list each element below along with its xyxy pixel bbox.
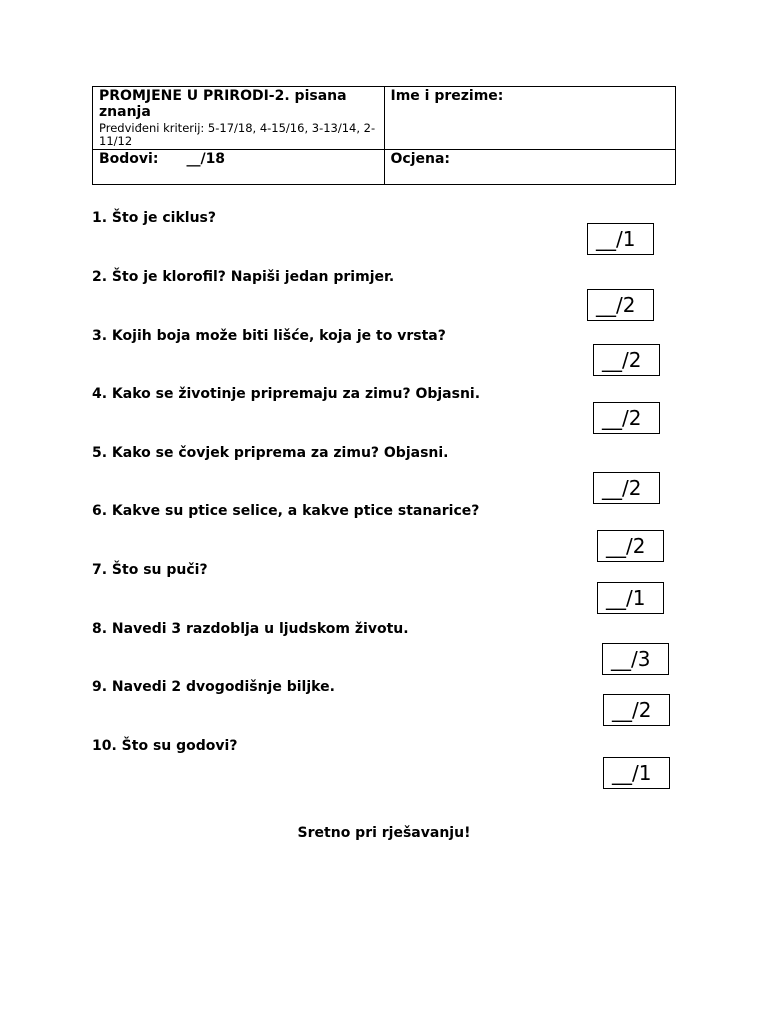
score-box-6: __/2 [597,530,664,562]
question-6: 6. Kakve su ptice selice, a kakve ptice stanarice? [92,503,480,519]
question-5: 5. Kako se čovjek priprema za zimu? Objasni. [92,445,449,461]
name-label: Ime i prezime: [390,88,504,104]
name-cell [384,87,676,150]
score-box-7: __/1 [597,582,664,614]
closing-message: Sretno pri rješavanju! [297,825,471,841]
score-box-10: __/1 [603,757,670,789]
question-10: 10. Što su godovi? [92,738,238,754]
grading-criteria: Predviđeni kriterij: 5-17/18, 4-15/16, 3-13/14, 2-11/12 [99,121,376,148]
score-box-8: __/3 [602,643,669,675]
question-4: 4. Kako se životinje pripremaju za zimu? Objasni. [92,386,481,402]
points-label: Bodovi: [99,151,159,167]
score-box-4: __/2 [593,402,660,434]
score-box-2: __/2 [587,289,654,321]
title-cell [93,87,385,150]
question-9: 9. Navedi 2 dvogodišnje biljke. [92,679,335,695]
question-7: 7. Što su puči? [92,562,208,578]
grade-cell [384,150,676,185]
points-total: __/18 [186,151,226,167]
points-cell [93,150,385,185]
score-box-1: __/1 [587,223,654,255]
question-8: 8. Navedi 3 razdoblja u ljudskom životu. [92,621,409,637]
question-3: 3. Kojih boja može biti lišće, koja je to vrsta? [92,328,446,344]
score-box-3: __/2 [593,344,660,376]
test-title: PROMJENE U PRIRODI-2. pisana znanja [99,88,347,120]
grade-label: Ocjena: [390,151,451,167]
question-1: 1. Što je ciklus? [92,210,216,226]
question-2: 2. Što je klorofil? Napiši jedan primjer. [92,269,395,285]
score-box-5: __/2 [593,472,660,504]
header-table [92,86,676,185]
score-box-9: __/2 [603,694,670,726]
